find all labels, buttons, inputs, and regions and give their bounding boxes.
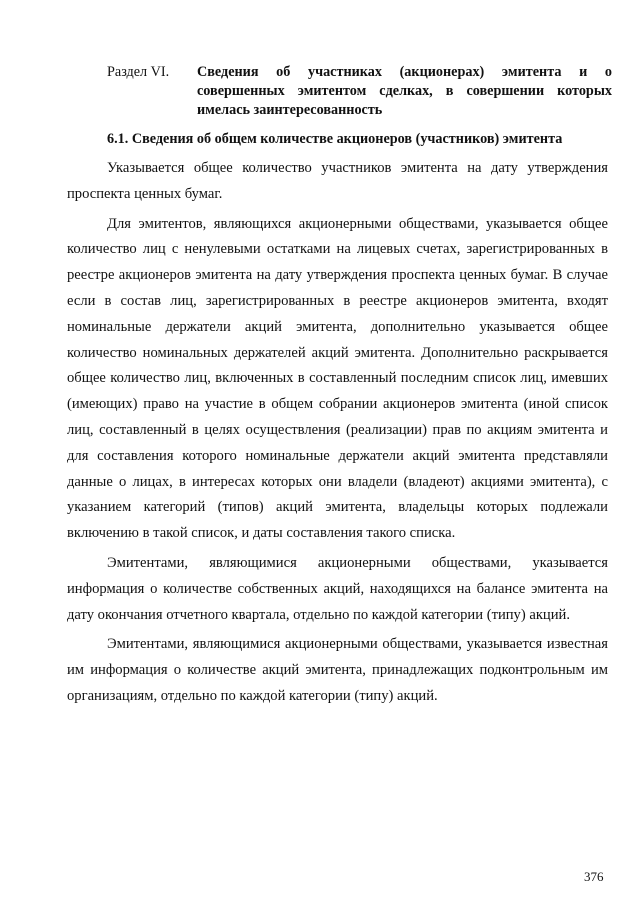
section-title: Сведения об участниках (акционерах) эмитента и о совершенных эмитентом сделках, в совершении которых имелась заинтересованность [197, 64, 612, 118]
paragraph: Эмитентами, являющимися акционерными обществами, указывается известная им информация о количестве акций эмитента, принадлежащих подконтрольным им организациям, отдельно по каждой категории (типу) акций. [67, 636, 608, 704]
section-label: Раздел VI. [107, 64, 170, 80]
body-text [67, 156, 608, 714]
paragraph: Для эмитентов, являющихся акционерными обществами, указывается общее количество лиц с ненулевыми остатками на лицевых счетах, зарегистрированных в реестре акционеров эмитента на дату утверждения проспекта ценных бумаг. В случае если в состав лиц, зарегистрированных в реестре акционеров эмитента, входят номинальные держатели акций эмитента, дополнительно указывается общее количество номинальных держателей акций эмитента. Дополнительно раскрывается общее количество лиц, включенных в составленный последним список лиц, имевших (имеющих) право на участие в общем собрании акционеров эмитента (иной список лиц, составленный в целях осуществления (реализации) прав по акциям эмитента и для составления которого номинальные держатели акций эмитента представляли данные о лицах, в интересах которых они владели (владеют) акциями эмитента), с указанием категорий (типов) акций эмитента, владельцы которых подлежали включению в такой список, и даты составления такого списка. [67, 215, 608, 542]
subsection-heading: 6.1. Сведения об общем количестве акционеров (участников) эмитента [107, 131, 563, 147]
paragraph: Эмитентами, являющимися акционерными обществами, указывается информация о количестве собственных акций, находящихся на балансе эмитента на дату окончания отчетного квартала, отдельно по каждой категории (типу) акций. [67, 554, 608, 623]
section-header [107, 63, 612, 120]
page-number: 376 [584, 869, 604, 884]
paragraph: Указывается общее количество участников эмитента на дату утверждения проспекта ценных бумаг. [67, 160, 608, 202]
